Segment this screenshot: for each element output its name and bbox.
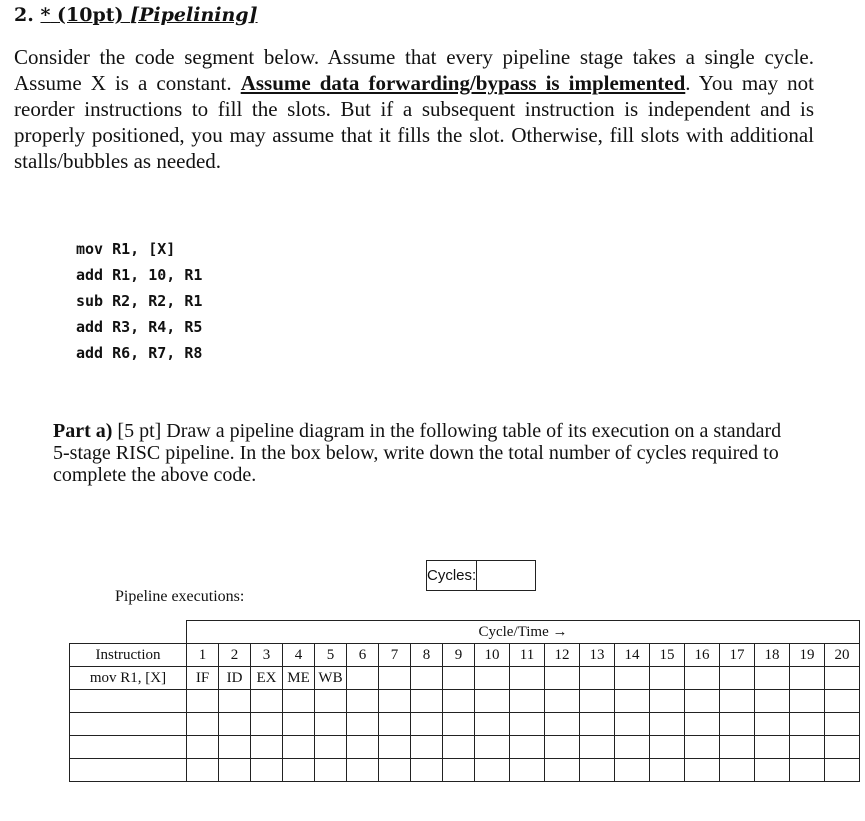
cycle-number: 6: [347, 644, 379, 667]
cycles-input[interactable]: [477, 561, 680, 590]
time-header-row: [70, 621, 860, 644]
code-line: sub R2, R2, R1: [76, 292, 203, 310]
table-row: [70, 690, 860, 713]
part-a-label: Part a): [53, 420, 113, 442]
stage-cell[interactable]: [475, 759, 510, 782]
stage-cell[interactable]: [580, 713, 615, 736]
stage-cell[interactable]: [720, 667, 755, 690]
instruction-cell[interactable]: [70, 713, 187, 736]
stage-cell[interactable]: EX: [251, 667, 283, 690]
stage-cell[interactable]: [545, 690, 580, 713]
points-label: (10pt): [57, 4, 124, 26]
stage-cell[interactable]: [510, 713, 545, 736]
stage-cell[interactable]: [650, 713, 685, 736]
stage-cell[interactable]: [187, 713, 219, 736]
cycle-number: 1: [187, 644, 219, 667]
stage-cell[interactable]: [475, 690, 510, 713]
stage-cell[interactable]: [790, 690, 825, 713]
stage-cell[interactable]: [755, 736, 790, 759]
instruction-cell[interactable]: mov R1, [X]: [70, 667, 187, 690]
stage-cell[interactable]: [825, 667, 860, 690]
stage-cell[interactable]: [315, 713, 347, 736]
stage-cell[interactable]: [755, 667, 790, 690]
stage-cell[interactable]: [720, 713, 755, 736]
cycle-number: 20: [825, 644, 860, 667]
cycle-number: 14: [615, 644, 650, 667]
cycle-number: 5: [315, 644, 347, 667]
stage-cell[interactable]: [315, 736, 347, 759]
stage-cell[interactable]: [443, 667, 475, 690]
cycle-number: 7: [379, 644, 411, 667]
stage-cell[interactable]: [411, 713, 443, 736]
stage-cell[interactable]: [379, 736, 411, 759]
stage-cell[interactable]: [545, 759, 580, 782]
stage-cell[interactable]: [219, 713, 251, 736]
stage-cell[interactable]: [379, 713, 411, 736]
stage-cell[interactable]: [283, 713, 315, 736]
part-a-text: [5 pt] Draw a pipeline diagram in the following table of its execution on a standard 5-stage RISC pipeline. In the box below, write down the total number of cycles required to complete the above code.: [53, 420, 782, 486]
stage-cell[interactable]: [720, 759, 755, 782]
stage-cell[interactable]: [187, 690, 219, 713]
stage-cell[interactable]: [615, 759, 650, 782]
cycles-label: Cycles:: [427, 561, 477, 590]
stage-cell[interactable]: [219, 759, 251, 782]
stage-cell[interactable]: [650, 736, 685, 759]
stage-cell[interactable]: [443, 736, 475, 759]
stage-cell[interactable]: [615, 713, 650, 736]
table-row: [70, 759, 860, 782]
stage-cell[interactable]: [443, 759, 475, 782]
cycle-number-row: [70, 644, 860, 667]
code-segment: [76, 236, 202, 366]
stage-cell[interactable]: [510, 690, 545, 713]
cycle-number: 2: [219, 644, 251, 667]
stage-cell[interactable]: [825, 713, 860, 736]
stage-cell[interactable]: [219, 736, 251, 759]
stage-cell[interactable]: [650, 690, 685, 713]
stage-cell[interactable]: [379, 690, 411, 713]
stage-cell[interactable]: [720, 690, 755, 713]
stage-cell[interactable]: [510, 736, 545, 759]
stage-cell[interactable]: [283, 736, 315, 759]
stage-cell[interactable]: [790, 736, 825, 759]
stage-cell[interactable]: [347, 667, 379, 690]
stage-cell[interactable]: [650, 667, 685, 690]
stage-cell[interactable]: [411, 690, 443, 713]
stage-cell[interactable]: [251, 759, 283, 782]
stage-cell[interactable]: [685, 713, 720, 736]
stage-cell[interactable]: [825, 736, 860, 759]
cycle-number: 9: [443, 644, 475, 667]
stage-cell[interactable]: [251, 713, 283, 736]
stage-cell[interactable]: [283, 759, 315, 782]
cycle-number: 19: [790, 644, 825, 667]
stage-cell[interactable]: IF: [187, 667, 219, 690]
stage-cell[interactable]: [510, 667, 545, 690]
cycle-number: 10: [475, 644, 510, 667]
stage-cell[interactable]: [755, 690, 790, 713]
instruction-cell[interactable]: [70, 690, 187, 713]
stage-cell[interactable]: [685, 759, 720, 782]
stage-cell[interactable]: [219, 690, 251, 713]
stage-cell[interactable]: [187, 736, 219, 759]
cycle-number: 18: [755, 644, 790, 667]
pipeline-executions-label: Pipeline executions:: [115, 588, 245, 605]
stage-cell[interactable]: [755, 713, 790, 736]
stage-cell[interactable]: [580, 690, 615, 713]
stage-cell[interactable]: [187, 759, 219, 782]
stage-cell[interactable]: [315, 759, 347, 782]
stage-cell[interactable]: [790, 713, 825, 736]
stage-cell[interactable]: [379, 667, 411, 690]
corner-cell: [70, 621, 187, 644]
cycles-box: [426, 560, 536, 591]
stage-cell[interactable]: [251, 690, 283, 713]
stage-cell[interactable]: [315, 690, 347, 713]
table-row: [70, 713, 860, 736]
instruction-cell[interactable]: [70, 736, 187, 759]
stage-cell[interactable]: [443, 713, 475, 736]
stage-cell[interactable]: [475, 667, 510, 690]
stage-cell[interactable]: [685, 667, 720, 690]
code-line: mov R1, [X]: [76, 240, 176, 258]
stage-cell[interactable]: [825, 759, 860, 782]
stage-cell[interactable]: ME: [283, 667, 315, 690]
stage-cell[interactable]: [475, 713, 510, 736]
stage-cell[interactable]: [510, 759, 545, 782]
instruction-cell[interactable]: [70, 759, 187, 782]
part-a-prompt: [53, 420, 783, 486]
cycle-number: 8: [411, 644, 443, 667]
instruction-header: Instruction: [70, 644, 187, 667]
intro-emphasis: Assume data forwarding/bypass is implemented: [240, 71, 686, 95]
stage-cell[interactable]: [580, 759, 615, 782]
intro-paragraph: [14, 44, 814, 174]
stage-cell[interactable]: [650, 759, 685, 782]
cycle-number: 16: [685, 644, 720, 667]
pipeline-table: [69, 620, 860, 782]
question-points: [40, 4, 257, 26]
stage-cell[interactable]: [379, 759, 411, 782]
stage-cell[interactable]: [825, 690, 860, 713]
stage-cell[interactable]: [545, 736, 580, 759]
stage-cell[interactable]: [283, 690, 315, 713]
stage-cell[interactable]: [545, 713, 580, 736]
cycle-number: 11: [510, 644, 545, 667]
cycle-number: 15: [650, 644, 685, 667]
stage-cell[interactable]: [411, 736, 443, 759]
stage-cell[interactable]: WB: [315, 667, 347, 690]
stage-cell[interactable]: [615, 667, 650, 690]
intro-text-2: . You may not reorder instructions to fill the slots. But if a subsequent instruction is independent and is properly positioned, you may assume that it fills the slot. Otherwise, fill slots with additional stalls/bubbles as needed.: [14, 71, 814, 173]
stage-cell[interactable]: [580, 736, 615, 759]
topic-label: [Pipelining]: [130, 4, 258, 26]
cycle-number: 13: [580, 644, 615, 667]
stage-cell[interactable]: [251, 736, 283, 759]
question-heading: [14, 4, 258, 26]
stage-cell[interactable]: [790, 759, 825, 782]
stage-cell[interactable]: [685, 736, 720, 759]
stage-cell[interactable]: [347, 736, 379, 759]
stage-cell[interactable]: [615, 736, 650, 759]
stage-cell[interactable]: [347, 759, 379, 782]
question-number: 2.: [14, 4, 34, 26]
stage-cell[interactable]: [347, 713, 379, 736]
stage-cell[interactable]: [475, 736, 510, 759]
stage-cell[interactable]: [720, 736, 755, 759]
stage-cell[interactable]: [411, 759, 443, 782]
code-line: add R3, R4, R5: [76, 318, 203, 336]
cycle-number: 12: [545, 644, 580, 667]
stage-cell[interactable]: [685, 690, 720, 713]
star-marker: *: [40, 4, 51, 26]
stage-cell[interactable]: [545, 667, 580, 690]
stage-cell[interactable]: [347, 690, 379, 713]
cycle-number: 3: [251, 644, 283, 667]
cycle-number: 17: [720, 644, 755, 667]
stage-cell[interactable]: [790, 667, 825, 690]
stage-cell[interactable]: [755, 759, 790, 782]
stage-cell[interactable]: [615, 690, 650, 713]
cycle-time-header: Cycle/Time →: [187, 621, 860, 644]
intro-text-1: Consider the code segment below. Assume that every pipeline stage takes a single cycle. Assume X is a constant.: [14, 45, 814, 95]
table-row: [70, 736, 860, 759]
table-row: [70, 667, 860, 690]
stage-cell[interactable]: [443, 690, 475, 713]
cycle-number: 4: [283, 644, 315, 667]
stage-cell[interactable]: [580, 667, 615, 690]
stage-cell[interactable]: ID: [219, 667, 251, 690]
stage-cell[interactable]: [411, 667, 443, 690]
code-line: add R1, 10, R1: [76, 266, 203, 284]
code-line: add R6, R7, R8: [76, 344, 203, 362]
